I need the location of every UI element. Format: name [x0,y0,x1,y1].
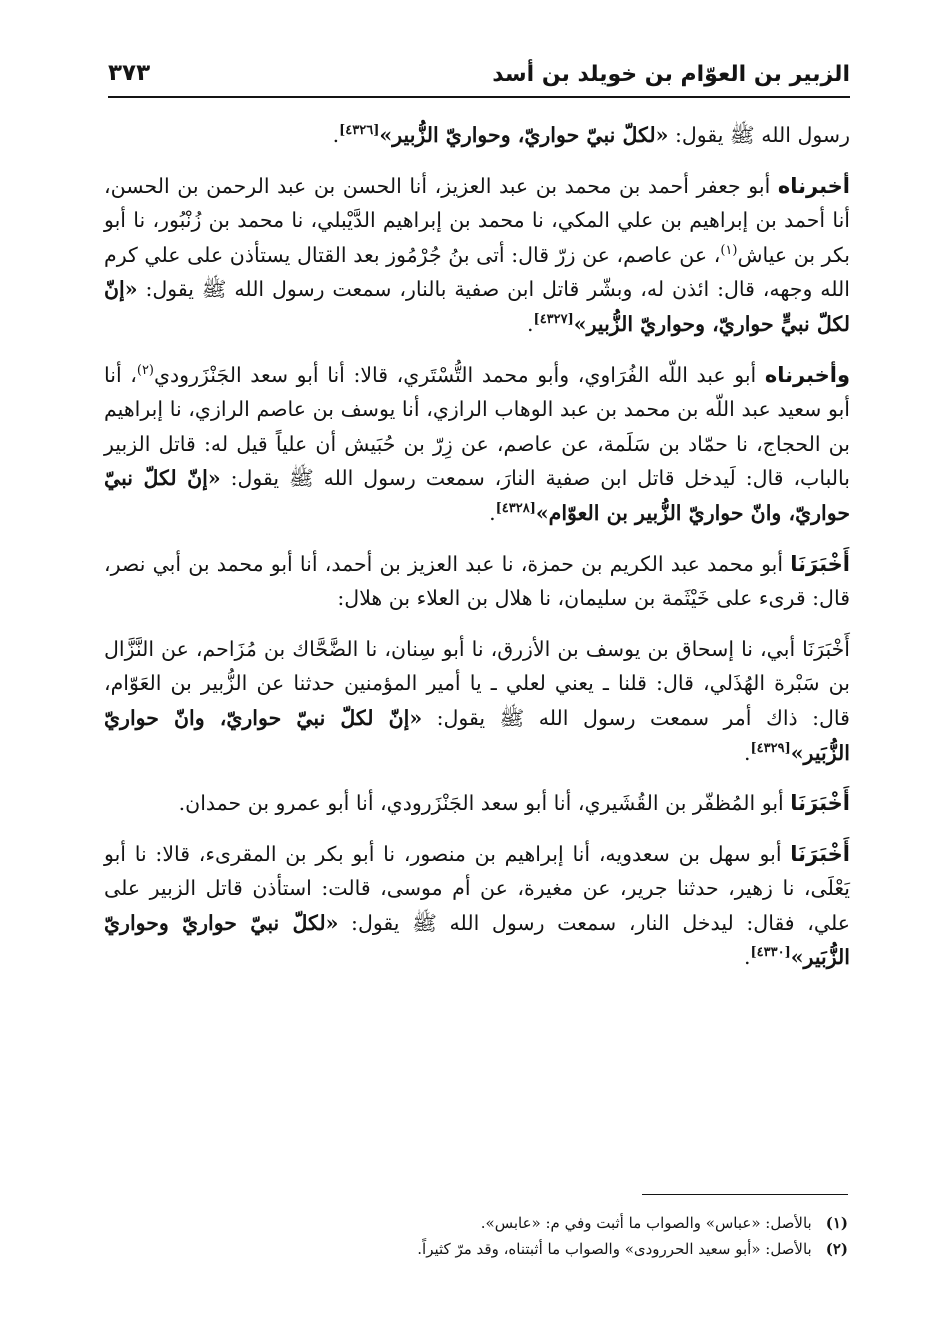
footnote-text: بالأصل: «أبو سعيد الحررودى» والصواب ما أثبتناه، وقد مرّ كثيراً. [417,1240,812,1258]
chain-lead-word: وأخبرناه [764,362,851,387]
paragraph-text: أبو جعفر أحمد بن محمد بن عبد العزيز، أنا الحسن بن عبد الرحمن بن الحسن، أنا أحمد بن إبراهيم بن علي المكي، نا محمد بن إبراهيم الدَّيْبلي، نا محمد بن زُنْبُور، نا أبو بكر بن عياش [104,173,851,267]
paragraph-text: أبو محمد عبد الكريم بن حمزة، نا عبد العزيز بن أحمد، أنا أبو محمد بن أبي نصر، قال: قرىء على خَيْثَمة بن سليمان، نا هلال بن العلاء بن هلال: [104,551,850,611]
footnotes [300,1210,848,1262]
chain-lead-word: أَخْبَرَنَا [790,551,850,576]
hadith-quote: «لكلّ نبيّ حواريّ، وحواريّ الزُّبير» [379,123,669,147]
paragraph-text: رسول الله ﷺ يقول: [668,123,850,147]
page-header [108,58,850,90]
paragraph-4 [104,547,850,616]
footnote-number: (١) [825,1214,848,1232]
hadith-quote: «إنّ لكلّ نبيّ حواريّ، وانّ حواريّ الزُّبَير» [104,705,850,765]
hadith-number: [٤٣٢٦] [339,123,380,139]
chain-lead-word: أخبرناه [777,173,850,198]
hadith-quote: «إنّ لكلّ نبيّ حواريّ، وانّ حواريّ الزُّبير بن العوّام» [104,466,850,525]
paragraph-7 [104,837,850,975]
paragraph-text: أبو سهل بن سعدويه، أنا إبراهيم بن منصور، نا أبو بكر بن المقرىء، قالا: نا أبو يَعْلَى، نا زهير، حدثنا جرير، عن مغيرة، عن أم موسى، قالت: استأذن قاتل الزبير على علي، فقال: ليدخل النار، سمعت رسول الله ﷺ يقول: [104,841,850,935]
hadith-number: [٤٣٢٩] [750,740,791,756]
paragraph-1 [104,118,850,153]
header-rule [108,96,850,98]
running-title: الزبير بن العوّام بن خويلد بن أسد [492,62,850,87]
paragraph-end: . [332,123,340,147]
page-number: ٣٧٣ [108,60,151,86]
footnote-marker: (١) [720,242,738,258]
paragraph-end: . [489,500,496,525]
footnote-number: (٢) [825,1240,848,1258]
hadith-quote: «لكلّ نبيّ حواريّ وحواريّ الزُّبَير» [104,910,850,970]
paragraph-3 [104,358,850,531]
paragraph-2 [104,169,850,342]
chain-lead-word: أَخْبَرَنَا [790,791,850,816]
hadith-number: [٤٣٢٧] [533,312,574,328]
paragraph-text: أَخْبَرَنَا أبي، نا إسحاق بن يوسف بن الأزرق، نا أبو سِنان، نا الضَّحَّاك بن مُزَاحم، عن النَّزَّال بن سَبْرة الهُذَلي، قال: قلنا ـ يعني لعلي ـ يا أمير المؤمنين حدثنا عن الزُّبير بن العَوّام، قال: ذاك أمر سمعت رسول الله ﷺ يقول: [104,636,850,730]
hadith-number: [٤٣٣٠] [750,945,791,961]
hadith-number: [٤٣٢٨] [495,501,536,517]
paragraph-end: . [527,311,534,336]
paragraph-text: أبو عبد اللّه الفُرَاوي، وأبو محمد التُّسْتَري، قالا: أنا أبو سعد الجَنْزَرودي [154,362,765,387]
paragraph-text: أبو المُظفّر بن القُشَيري، أنا أبو سعد الجَنْزَرودي، أنا أبو عمرو بن حمدان. [178,791,791,816]
footnote-1 [300,1210,848,1236]
footnote-text: بالأصل: «عباس» والصواب ما أثبت وفي م: «عابس». [480,1214,812,1232]
paragraph-text-continued: ، عن عاصم، عن زرّ قال: أتى بنُ جُرْمُوز بعد القتال يستأذن على علي كرم الله وجهه، قال: ائذن له، وبشّر قاتل ابن صفية بالنار، سمعت رسول الله ﷺ يقول: [104,242,850,302]
footnote-2 [300,1236,848,1262]
chain-lead-word: أَخْبَرَنَا [790,841,850,866]
footnote-rule [642,1194,848,1195]
paragraph-end: . [743,740,751,765]
paragraph-6 [104,786,850,821]
main-text [104,118,850,991]
hadith-quote: «إنّ لكلّ نبيٍّ حواريّ، وحواريّ الزُّبير» [104,277,850,336]
paragraph-5 [104,632,850,770]
paragraph-end: . [743,945,751,970]
footnote-marker: (٢) [136,362,154,378]
paragraph-text-continued: ، أنا أبو سعيد عبد اللّه بن محمد بن عبد الوهاب الرازي، أنا يوسف بن عاصم الرازي، نا إبراهيم بن الحجاج، نا حمّاد بن سَلَمة، عن عاصم، عن زِرّ بن حُبَيش أن علياً قيل له: قاتل الزبير بالباب، قال: لَيدخل قاتل ابن صفية النارَ، سمعت رسول الله ﷺ يقول: [104,362,850,491]
